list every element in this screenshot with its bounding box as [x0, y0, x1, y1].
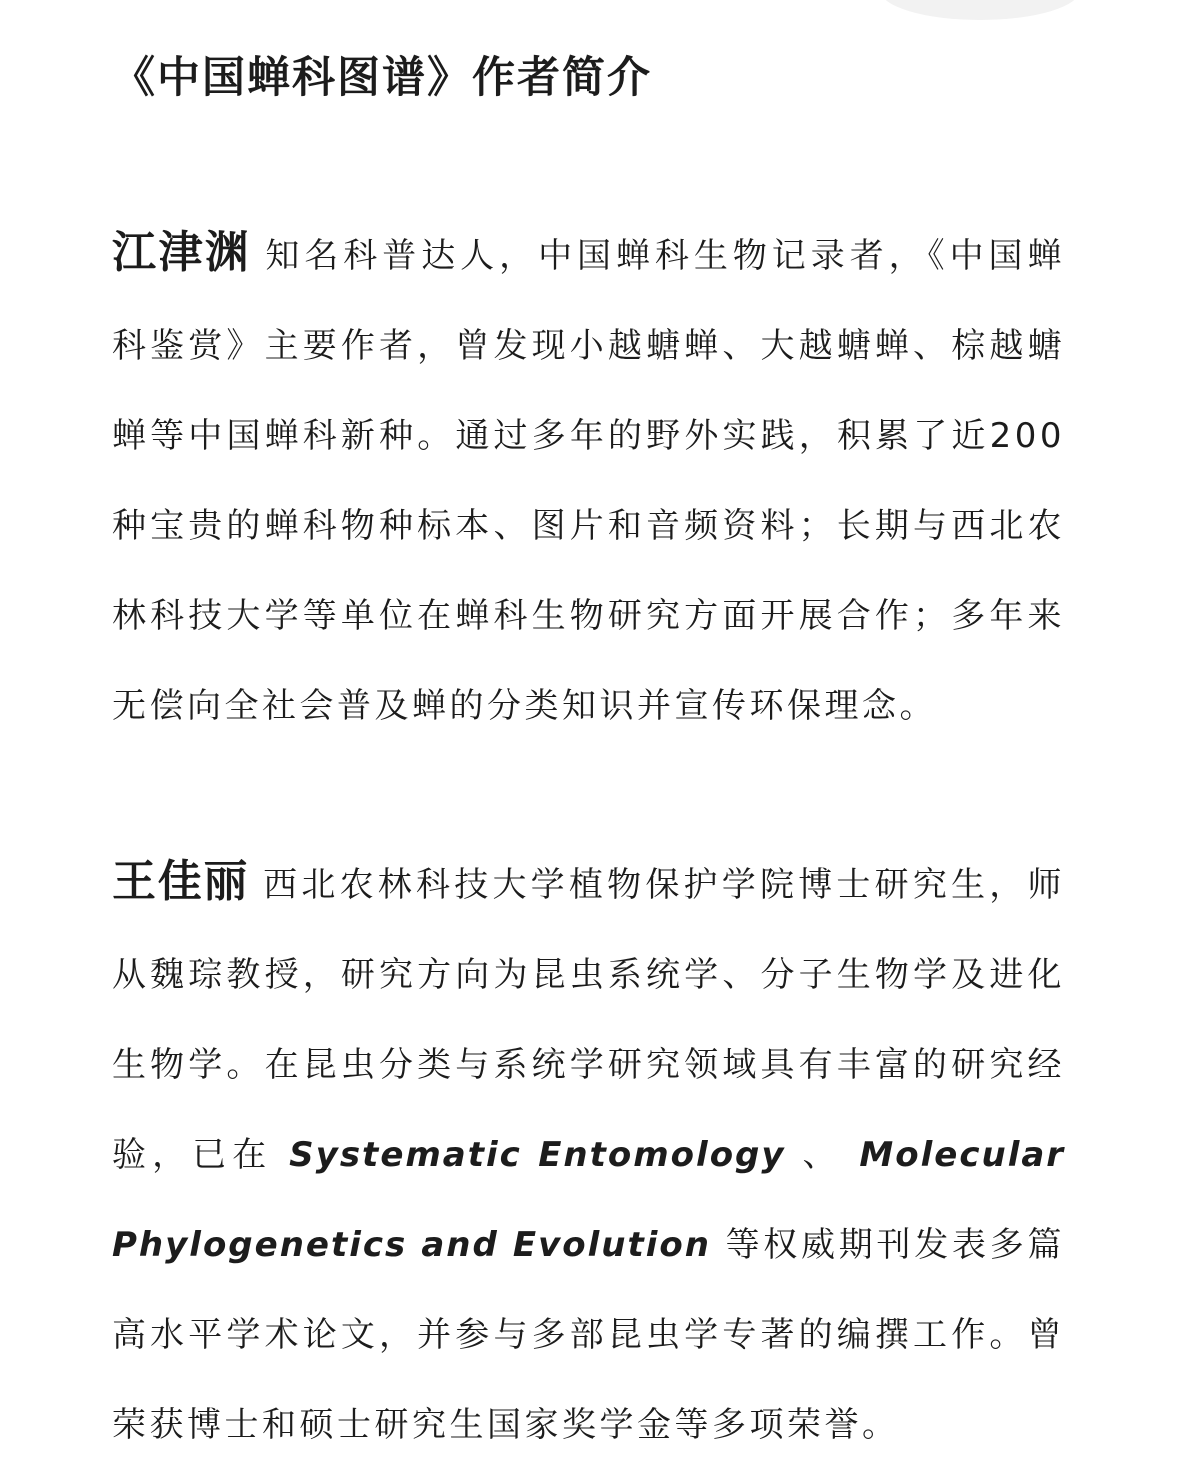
decorative-shape — [880, 0, 1080, 20]
author-description-part1: 西北农林科技大学植物保护学院博士研究生，师从魏琮教授，研究方向为昆虫系统学、分子生物学及进化生物学。在昆虫分类与系统学研究领域具有丰富的研究经验，已在 — [112, 865, 1066, 1175]
page-title: 《中国蝉科图谱》作者简介 — [112, 53, 652, 103]
journal-title-molecular-phylogenetics: Molecular Phylogenetics and Evolution — [112, 1135, 1066, 1265]
author-name: 王佳丽 — [112, 856, 250, 907]
author-description-part2: 等权威期刊发表多篇高水平学术论文，并参与多部昆虫学专著的编撰工作。曾荣获博士和硕士研究生国家奖学金等多项荣誉。 — [112, 1225, 1066, 1445]
journal-separator: 、 — [802, 1135, 843, 1175]
journal-title-systematic-entomology: Systematic Entomology — [289, 1135, 786, 1175]
author-description: 知名科普达人，中国蝉科生物记录者，《中国蝉科鉴赏》主要作者，曾发现小越螗蝉、大越螗蝉、棕越螗蝉等中国蝉科新种。通过多年的野外实践，积累了近200种宝贵的蝉科物种标本、图片和音频资料；长期与西北农林科技大学等单位在蝉科生物研究方面开展合作；多年来无偿向全社会普及蝉的分类知识并宣传环保理念。 — [112, 236, 1066, 726]
author-bio-jiang — [112, 208, 1065, 751]
author-bio-wang — [112, 837, 1065, 1470]
author-name: 江津渊 — [112, 227, 252, 278]
